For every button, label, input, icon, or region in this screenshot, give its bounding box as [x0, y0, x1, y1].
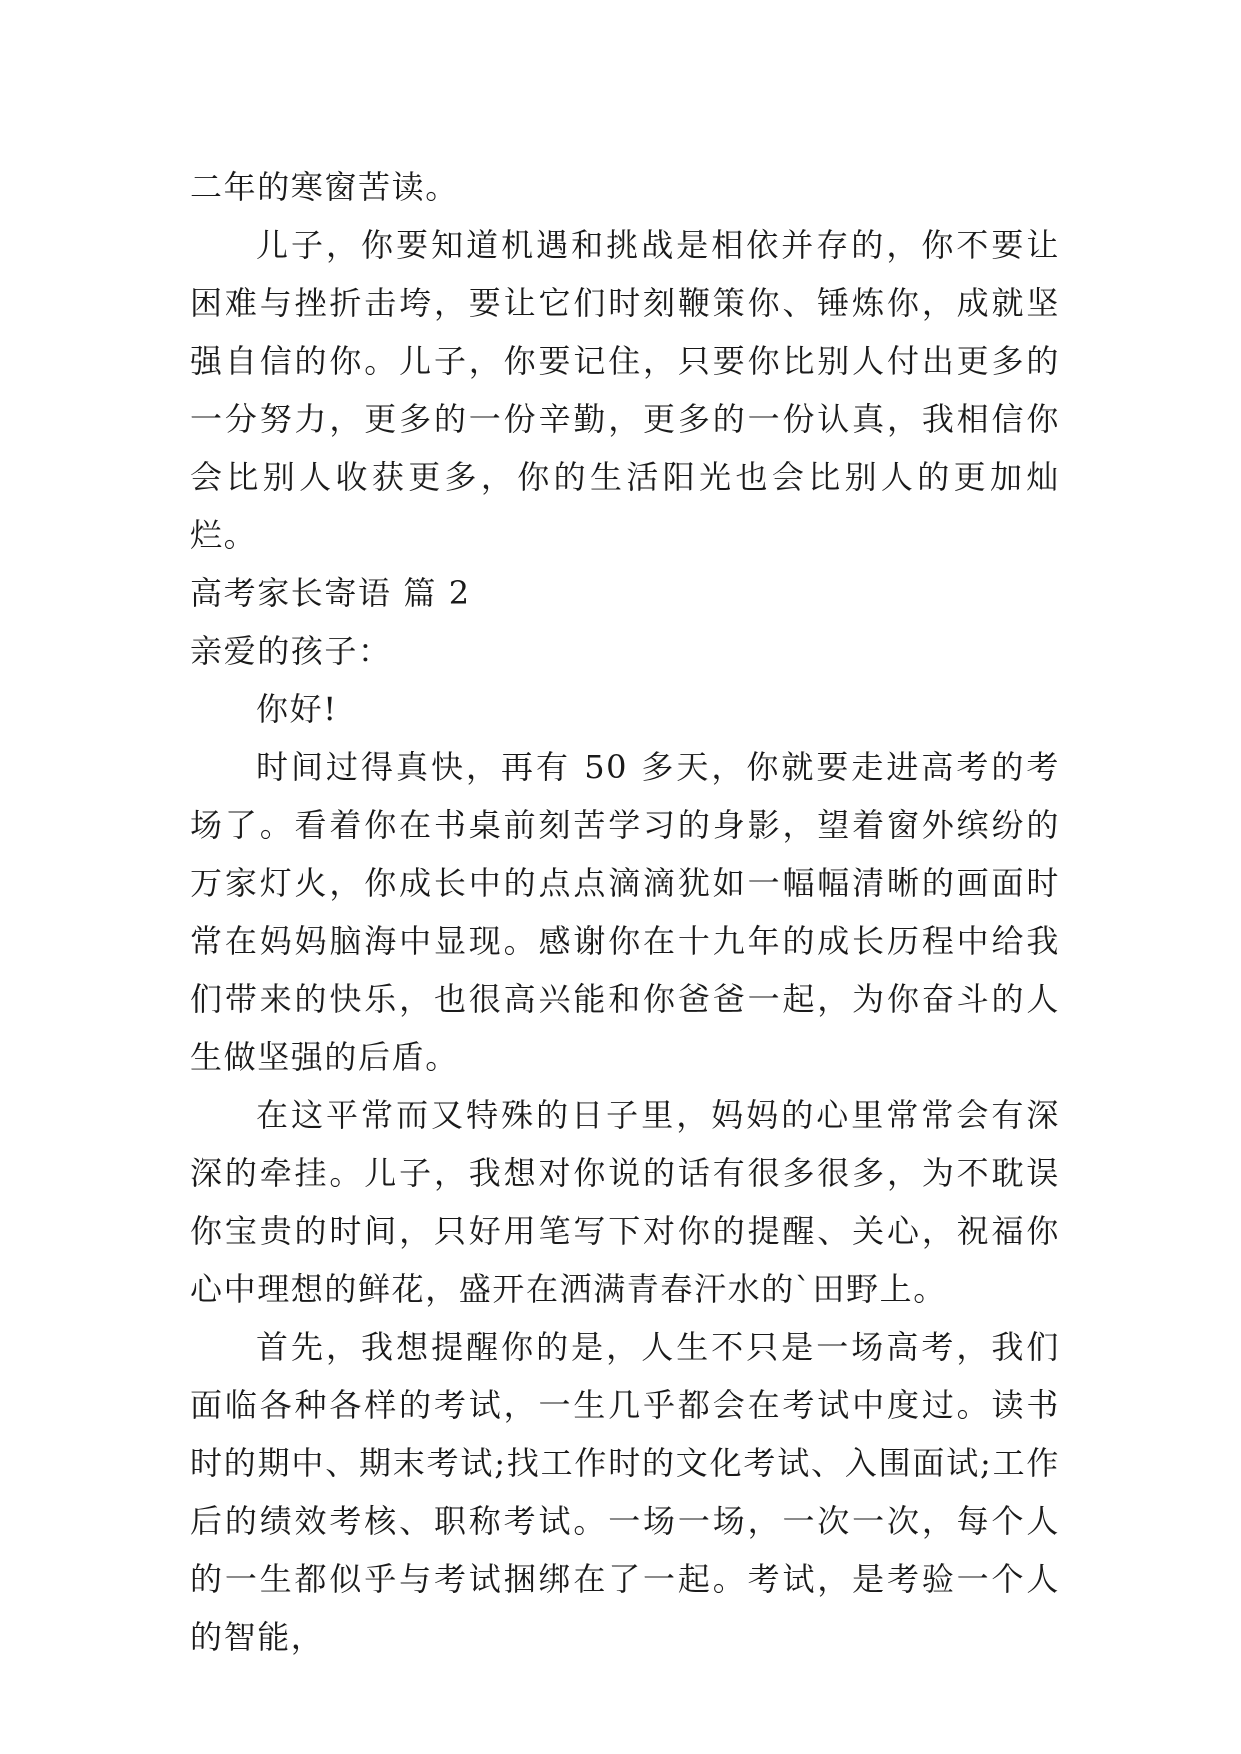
paragraph-encouragement: 儿子，你要知道机遇和挑战是相依并存的，你不要让困难与挫折击垮，要让它们时刻鞭策你、锤炼你，成就坚强自信的你。儿子，你要记住，只要你比别人付出更多的一分努力，更多的一份辛勤，更多的一份认真，我相信你会比别人收获更多，你的生活阳光也会比别人的更加灿烂。 [190, 226, 1060, 554]
section-heading: 高考家长寄语 篇 2 [190, 574, 471, 612]
paragraph-reminder: 首先，我想提醒你的是，人生不只是一场高考，我们面临各种各样的考试，一生几乎都会在考试中度过。读书时的期中、期末考试;找工作时的文化考试、入围面试;工作后的绩效考核、职称考试。一场一场，一次一次，每个人的一生都似乎与考试捆绑在了一起。考试，是考验一个人的智能， [190, 1328, 1060, 1656]
paragraph-time: 时间过得真快，再有 50 多天，你就要走进高考的考场了。看着你在书桌前刻苦学习的身影，望着窗外缤纷的万家灯火，你成长中的点点滴滴犹如一幅幅清晰的画面时常在妈妈脑海中显现。感谢你在十九年的成长历程中给我们带来的快乐，也很高兴能和你爸爸一起，为你奋斗的人生做坚强的后盾。 [190, 748, 1060, 1076]
paragraph-concern: 在这平常而又特殊的日子里，妈妈的心里常常会有深深的牵挂。儿子，我想对你说的话有很多很多，为不耽误你宝贵的时间，只好用笔写下对你的提醒、关心，祝福你心中理想的鲜花，盛开在洒满青春汗水的`田野上。 [190, 1096, 1060, 1308]
paragraph-continuation: 二年的寒窗苦读。 [190, 168, 459, 206]
letter-greeting: 你好! [256, 690, 338, 728]
letter-salutation: 亲爱的孩子： [190, 632, 392, 670]
document-body [190, 158, 1060, 1666]
